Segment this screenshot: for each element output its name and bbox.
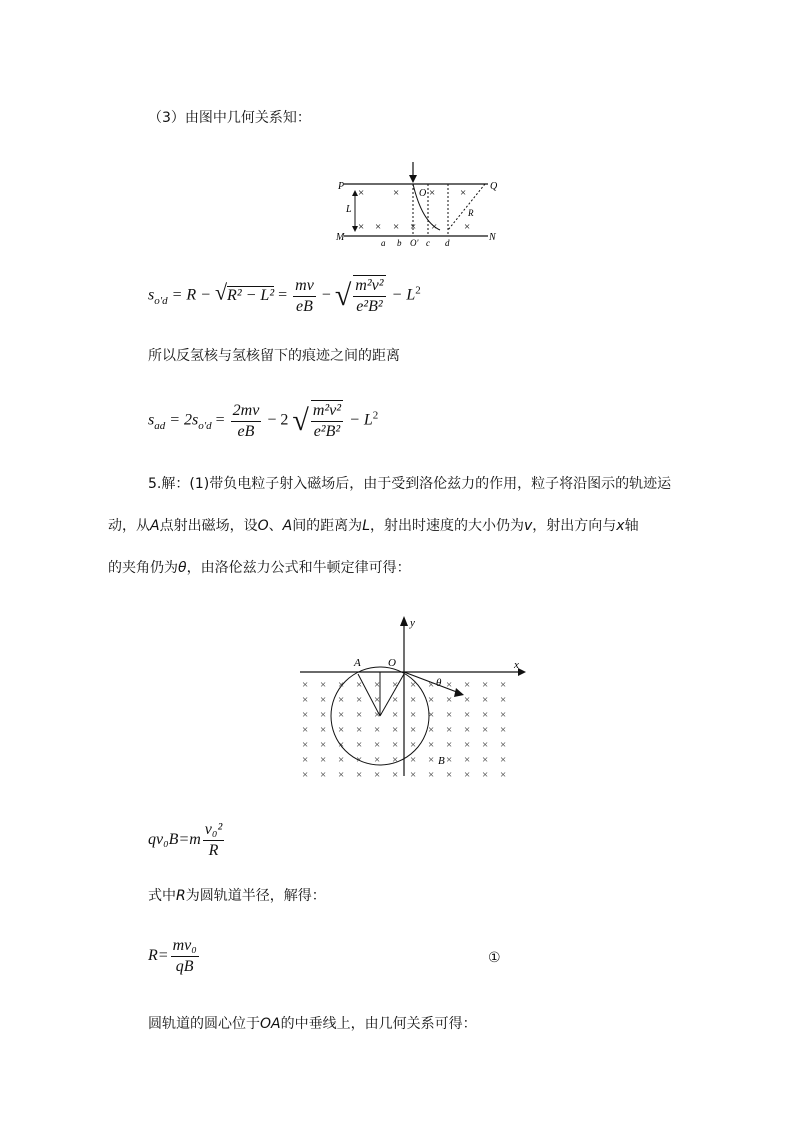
text-span: ，由洛伦兹力公式和牛顿定律可得： — [186, 560, 411, 576]
field-cross: × — [338, 724, 345, 736]
eq2-frac-den: eB — [237, 422, 255, 440]
field-cross: × — [429, 187, 436, 199]
field-cross: × — [302, 754, 309, 766]
var-oa: OA — [260, 1016, 281, 1032]
field-cross: × — [374, 694, 381, 706]
field-cross: × — [410, 724, 417, 736]
field-cross: × — [446, 754, 453, 766]
eq2-frac-num: 2mv — [231, 401, 262, 422]
field-cross: × — [428, 679, 435, 691]
solution5-line2 — [108, 516, 639, 536]
eq1-minus-l: − L — [391, 286, 416, 304]
field-cross: × — [464, 679, 471, 691]
eq2-fraction — [231, 401, 262, 442]
equation-tag: ① — [488, 950, 501, 966]
field-cross: × — [500, 679, 507, 691]
label-x: x — [514, 659, 519, 671]
var-a: A — [282, 518, 293, 534]
field-cross: × — [392, 694, 399, 706]
field-cross: × — [374, 754, 381, 766]
eq2-sqrt-fraction — [311, 400, 343, 442]
field-cross: × — [410, 709, 417, 721]
field-cross: × — [446, 769, 453, 778]
eq2-mid: = 2s — [169, 411, 199, 429]
field-cross: × — [302, 724, 309, 736]
eq2-sqrt-num: m²v² — [311, 401, 343, 422]
field-cross: × — [374, 739, 381, 751]
eq2-sqrt-den: e²B² — [313, 423, 341, 440]
field-cross: × — [392, 724, 399, 736]
field-cross: × — [374, 709, 381, 721]
field-cross: × — [302, 769, 309, 778]
text-span: 的夹角仍为 — [108, 560, 178, 576]
field-cross: × — [482, 769, 489, 778]
text-span: 的中垂线上，由几何关系可得： — [280, 1016, 477, 1032]
field-cross: × — [482, 679, 489, 691]
eq1-sqrt-fraction — [353, 275, 385, 317]
field-cross: × — [302, 694, 309, 706]
field-cross: × — [356, 769, 363, 778]
eq1-minus: − — [321, 286, 331, 304]
field-cross: × — [464, 221, 471, 233]
field-cross: × — [358, 221, 365, 233]
eq1-part-a: = R − — [171, 286, 211, 304]
text-span: 点射出磁场，设 — [159, 518, 258, 534]
eq2-minus2: − 2 — [267, 411, 289, 429]
equation-s-ad: $s_{ad} = 2s_{o'd}$ = $\frac{2mv}{eB}$ − 2 √ $\frac{\text{m²v²}}{\text{e²B²}}$ − $L^2$ — [148, 401, 379, 440]
field-cross: × — [374, 724, 381, 736]
eq1-lhs: s — [148, 286, 155, 304]
var-a: A — [150, 518, 160, 534]
equation-s-od: $s_{o'd} = R - √R^2 - L^2$ = $\frac{mv}{eB}$ − √ $\frac{\text{m²v²}}{\text{e²B²}}$ − $L^2$ — [148, 276, 421, 315]
eq4-num: mv₀ — [171, 936, 199, 957]
field-cross: × — [410, 221, 417, 233]
eq1-frac-den: eB — [296, 297, 313, 315]
text-span: 动，从 — [108, 518, 150, 534]
field-cross: × — [500, 724, 507, 736]
field-cross: × — [500, 754, 507, 766]
eq1-sqrt-den: e²B² — [356, 298, 383, 315]
var-v: v — [524, 518, 533, 534]
field-cross: × — [464, 739, 471, 751]
field-cross: × — [428, 694, 435, 706]
label-o-prime: O' — [410, 238, 419, 248]
eq1-part-b: = — [278, 286, 288, 304]
field-cross: × — [482, 694, 489, 706]
text-span: ，射出时速度的大小仍为 — [370, 518, 524, 534]
eq1-l-sup: 2 — [415, 284, 421, 297]
eq4-den: qB — [175, 958, 194, 975]
x-axis-arrowhead — [518, 668, 526, 676]
field-cross: × — [338, 679, 345, 691]
field-cross: × — [464, 754, 471, 766]
field-cross: × — [460, 187, 467, 199]
field-cross: × — [302, 709, 309, 721]
label-theta: θ — [436, 677, 442, 689]
field-cross: × — [410, 754, 417, 766]
field-cross: × — [482, 739, 489, 751]
field-cross: × — [428, 724, 435, 736]
field-cross: × — [356, 754, 363, 766]
incident-arrowhead — [409, 175, 417, 183]
field-cross: × — [375, 221, 382, 233]
field-cross: × — [338, 694, 345, 706]
eq4-fraction — [171, 936, 199, 977]
field-cross: × — [320, 769, 327, 778]
text-span: 、 — [268, 518, 283, 534]
velocity-arrowhead — [454, 688, 464, 697]
eq4-lhs: R= — [148, 947, 169, 965]
label-a: A — [354, 657, 361, 669]
field-cross: × — [392, 709, 399, 721]
text-span: ，射出方向与 — [532, 518, 617, 534]
label-l: L — [346, 204, 352, 215]
field-cross: × — [428, 769, 435, 778]
field-cross: × — [338, 739, 345, 751]
eq3-num: v₀² — [203, 820, 224, 841]
field-cross: × — [428, 754, 435, 766]
text-span: 为圆轨道半径，解得： — [185, 888, 326, 904]
eq1-r2-l2: R² − L² — [227, 286, 275, 304]
field-cross: × — [410, 769, 417, 778]
label-o: O — [388, 657, 396, 669]
field-cross: × — [338, 709, 345, 721]
field-cross: × — [338, 754, 345, 766]
text-span: 式中 — [148, 888, 176, 904]
label-b: b — [397, 238, 402, 248]
field-cross: × — [446, 739, 453, 751]
figure-1-diagram — [330, 160, 510, 255]
field-cross: × — [482, 709, 489, 721]
field-cross: × — [374, 679, 381, 691]
eq1-lhs-sub: o'd — [154, 294, 168, 307]
field-cross: × — [464, 694, 471, 706]
field-cross: × — [358, 187, 365, 199]
field-cross: × — [482, 754, 489, 766]
field-cross: × — [464, 709, 471, 721]
radius-description — [148, 886, 326, 906]
field-cross: × — [500, 739, 507, 751]
text-span: 间的距离为 — [292, 518, 363, 534]
field-cross: × — [446, 724, 453, 736]
var-o: O — [257, 518, 269, 534]
field-cross: × — [356, 739, 363, 751]
distance-sentence: 所以反氢核与氢核留下的痕迹之间的距离 — [148, 348, 400, 364]
final-line — [148, 1014, 477, 1034]
label-r: R — [468, 208, 474, 218]
eq1-frac-num: mv — [293, 276, 316, 297]
eq2-l-sup: 2 — [372, 409, 379, 422]
field-cross: × — [500, 709, 507, 721]
field-cross: × — [320, 694, 327, 706]
field-cross: × — [302, 679, 309, 691]
field-cross: × — [320, 754, 327, 766]
field-cross: × — [482, 724, 489, 736]
equation-lorentz — [148, 820, 226, 861]
field-cross: × — [320, 739, 327, 751]
field-cross: × — [446, 679, 453, 691]
field-cross: × — [392, 769, 399, 778]
field-cross: × — [393, 221, 400, 233]
part3-heading: （3）由图中几何关系知： — [148, 110, 311, 126]
field-cross: × — [374, 769, 381, 778]
solution5-line1: 5.解：(1)带负电粒子射入磁场后，由于受到洛伦兹力的作用，粒子将沿图示的轨迹运 — [148, 476, 672, 492]
field-cross: × — [393, 187, 400, 199]
eq2-eq: = — [215, 411, 225, 429]
field-cross: × — [392, 739, 399, 751]
label-o: O — [419, 188, 427, 199]
label-q: Q — [490, 181, 498, 192]
eq3-den: R — [208, 842, 219, 859]
eq2-lhs: s — [148, 411, 155, 429]
solution5-line3 — [108, 558, 411, 578]
field-cross: × — [428, 739, 435, 751]
field-cross: × — [410, 694, 417, 706]
var-theta: θ — [178, 560, 187, 576]
eq1-fraction — [293, 276, 316, 317]
field-cross: × — [392, 754, 399, 766]
label-p: P — [338, 181, 345, 192]
field-cross: × — [356, 694, 363, 706]
field-cross: × — [464, 724, 471, 736]
field-cross: × — [302, 739, 309, 751]
var-x: x — [616, 518, 625, 534]
var-r: R — [176, 888, 186, 904]
eq2-mid-sub: o'd — [198, 419, 212, 432]
label-d: d — [445, 238, 450, 248]
field-cross: × — [464, 769, 471, 778]
figure-2-diagram — [296, 612, 530, 778]
field-crosses — [358, 187, 470, 233]
field-cross: × — [500, 769, 507, 778]
field-cross: × — [410, 679, 417, 691]
var-l: L — [362, 518, 370, 534]
field-cross: × — [356, 724, 363, 736]
field-cross: × — [338, 769, 345, 778]
equation-radius — [148, 936, 201, 977]
eq3-lhs: qv₀B=m — [148, 831, 201, 849]
field-cross: × — [320, 679, 327, 691]
label-b: B — [438, 755, 445, 767]
field-cross: × — [356, 709, 363, 721]
label-a: a — [381, 238, 386, 248]
field-cross: × — [500, 694, 507, 706]
field-cross: × — [356, 679, 363, 691]
label-y: y — [410, 617, 415, 629]
eq1-sqrt-num: m²v² — [353, 276, 385, 297]
y-axis-arrowhead — [400, 616, 408, 626]
text-span: 轴 — [624, 518, 639, 534]
field-cross: × — [320, 724, 327, 736]
text-span: 圆轨道的圆心位于 — [148, 1016, 260, 1032]
field-cross: × — [446, 709, 453, 721]
eq2-minus-l: − L — [349, 411, 373, 429]
field-cross: × — [431, 221, 438, 233]
field-cross: × — [446, 694, 453, 706]
field-cross: × — [392, 679, 399, 691]
eq2-lhs-sub: ad — [154, 419, 166, 432]
field-cross: × — [428, 709, 435, 721]
label-m: M — [336, 232, 345, 243]
label-c: c — [426, 238, 430, 248]
label-n: N — [489, 232, 496, 243]
eq3-fraction — [203, 820, 224, 861]
field-cross: × — [320, 709, 327, 721]
field-cross: × — [410, 739, 417, 751]
